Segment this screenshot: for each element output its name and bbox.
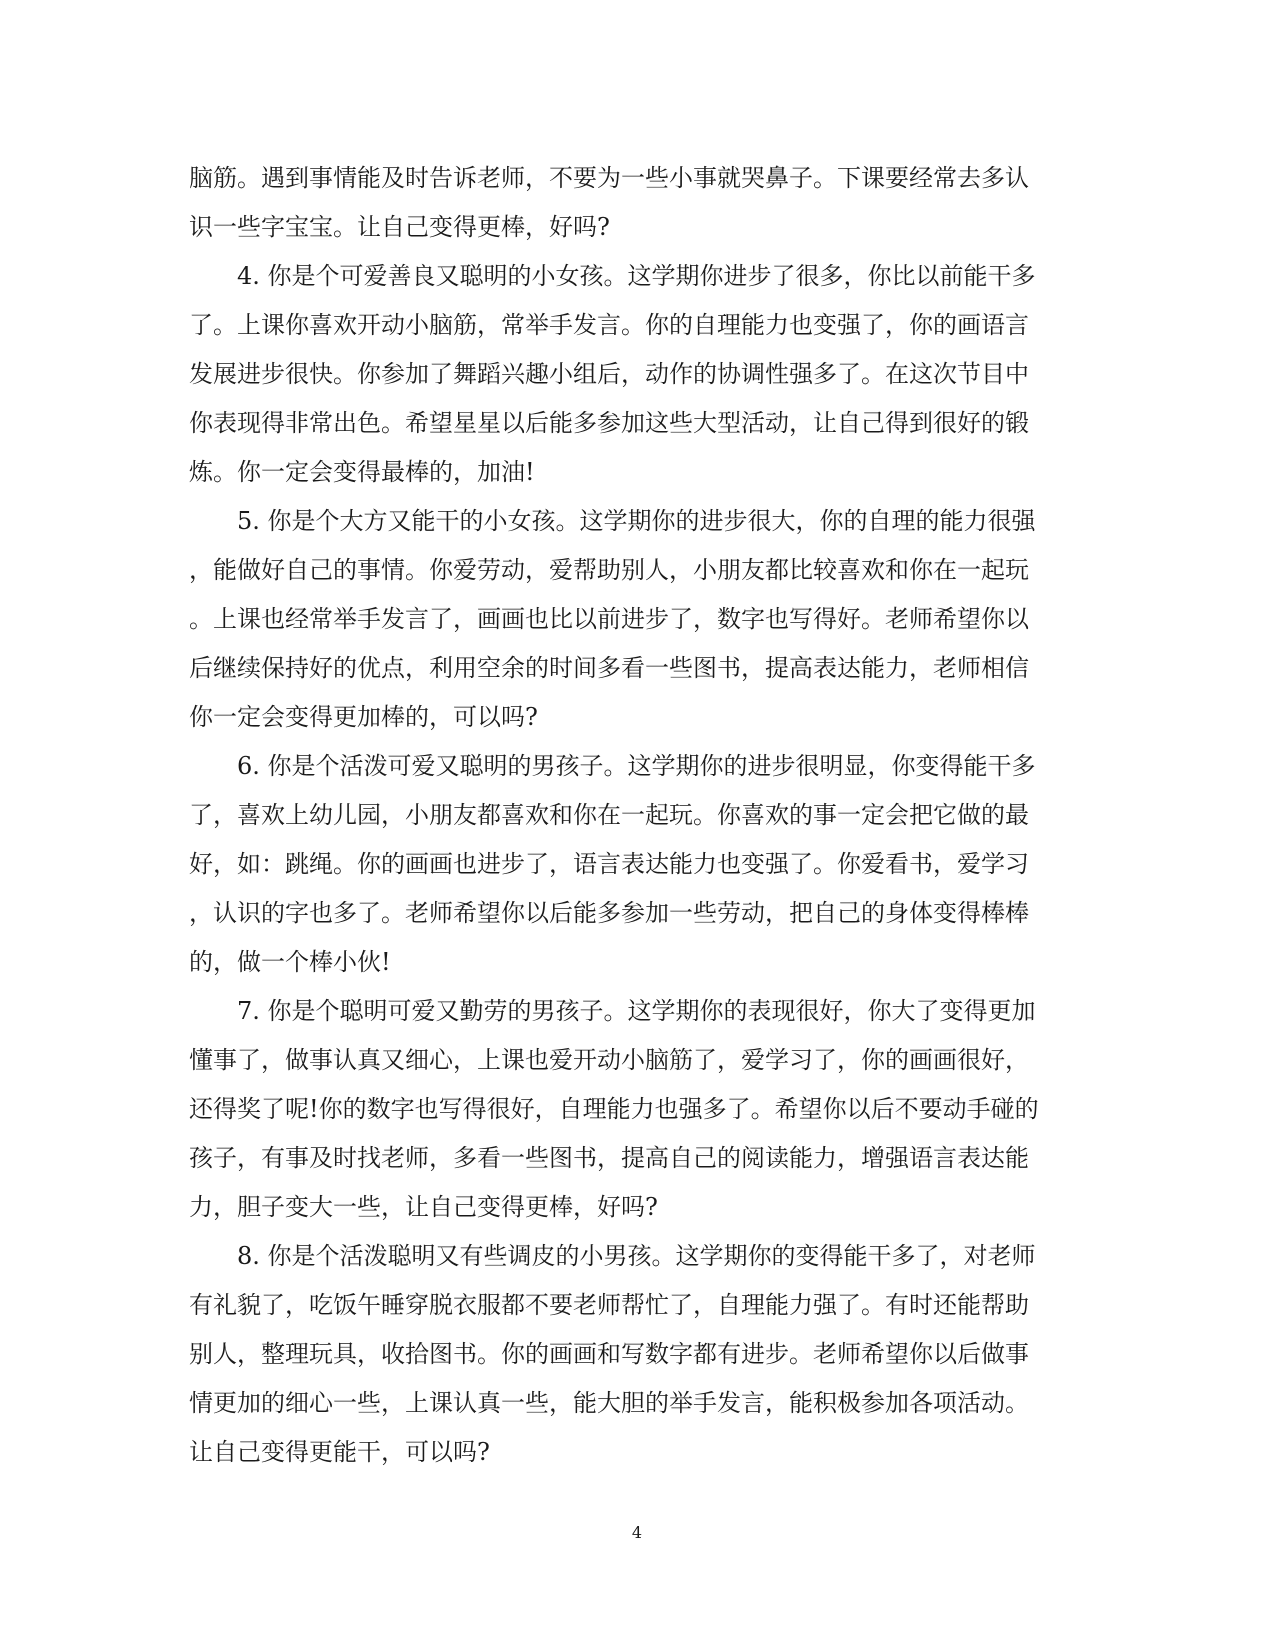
paragraph-start-line: 7. 你是个聪明可爱又勤劳的男孩子。这学期你的表现很好，你大了变得更加 (237, 997, 1036, 1025)
text-line: 的，做一个棒小伙! (189, 948, 391, 976)
text-line: 让自己变得更能干，可以吗? (189, 1438, 490, 1466)
document-body (189, 154, 1077, 1477)
text-line: 了。上课你喜欢开动小脑筋，常举手发言。你的自理能力也变强了，你的画语言 (189, 311, 1029, 339)
text-line: 有礼貌了，吃饭午睡穿脱衣服都不要老师帮忙了，自理能力强了。有时还能帮助 (189, 1291, 1029, 1319)
paragraph-start-line: 6. 你是个活泼可爱又聪明的男孩子。这学期你的进步很明显，你变得能干多 (237, 752, 1036, 780)
text-line: 识一些字宝宝。让自己变得更棒，好吗? (189, 213, 610, 241)
text-line: 脑筋。遇到事情能及时告诉老师，不要为一些小事就哭鼻子。下课要经常去多认 (189, 164, 1029, 192)
text-line: 了，喜欢上幼儿园，小朋友都喜欢和你在一起玩。你喜欢的事一定会把它做的最 (189, 801, 1029, 829)
text-line: 后继续保持好的优点，利用空余的时间多看一些图书，提高表达能力，老师相信 (189, 654, 1029, 682)
text-line: 力，胆子变大一些，让自己变得更棒，好吗? (189, 1193, 658, 1221)
text-line: ，认识的字也多了。老师希望你以后能多参加一些劳动，把自己的身体变得棒棒 (189, 899, 1029, 927)
text-line: 发展进步很快。你参加了舞蹈兴趣小组后，动作的协调性强多了。在这次节目中 (189, 360, 1029, 388)
text-line: 。上课也经常举手发言了，画画也比以前进步了，数字也写得好。老师希望你以 (189, 605, 1029, 633)
paragraph-start-line: 8. 你是个活泼聪明又有些调皮的小男孩。这学期你的变得能干多了，对老师 (237, 1242, 1036, 1270)
text-line: 好，如：跳绳。你的画画也进步了，语言表达能力也变强了。你爱看书，爱学习 (189, 850, 1029, 878)
text-line: 还得奖了呢!你的数字也写得很好，自理能力也强多了。希望你以后不要动手碰的 (189, 1095, 1039, 1123)
paragraph-start-line: 5. 你是个大方又能干的小女孩。这学期你的进步很大，你的自理的能力很强 (237, 507, 1036, 535)
text-line: ，能做好自己的事情。你爱劳动，爱帮助别人，小朋友都比较喜欢和你在一起玩 (189, 556, 1029, 584)
paragraph-start-line: 4. 你是个可爱善良又聪明的小女孩。这学期你进步了很多，你比以前能干多 (237, 262, 1036, 290)
text-line: 情更加的细心一些，上课认真一些，能大胆的举手发言，能积极参加各项活动。 (189, 1389, 1029, 1417)
text-line: 炼。你一定会变得最棒的，加油! (189, 458, 535, 486)
text-line: 别人，整理玩具，收拾图书。你的画画和写数字都有进步。老师希望你以后做事 (189, 1340, 1029, 1368)
text-line: 你表现得非常出色。希望星星以后能多参加这些大型活动，让自己得到很好的锻 (189, 409, 1029, 437)
text-line: 你一定会变得更加棒的，可以吗? (189, 703, 538, 731)
page-number: 4 (631, 1523, 643, 1542)
text-line: 孩子，有事及时找老师，多看一些图书，提高自己的阅读能力，增强语言表达能 (189, 1144, 1029, 1172)
text-line: 懂事了，做事认真又细心，上课也爱开动小脑筋了，爱学习了，你的画画很好， (189, 1046, 1029, 1074)
